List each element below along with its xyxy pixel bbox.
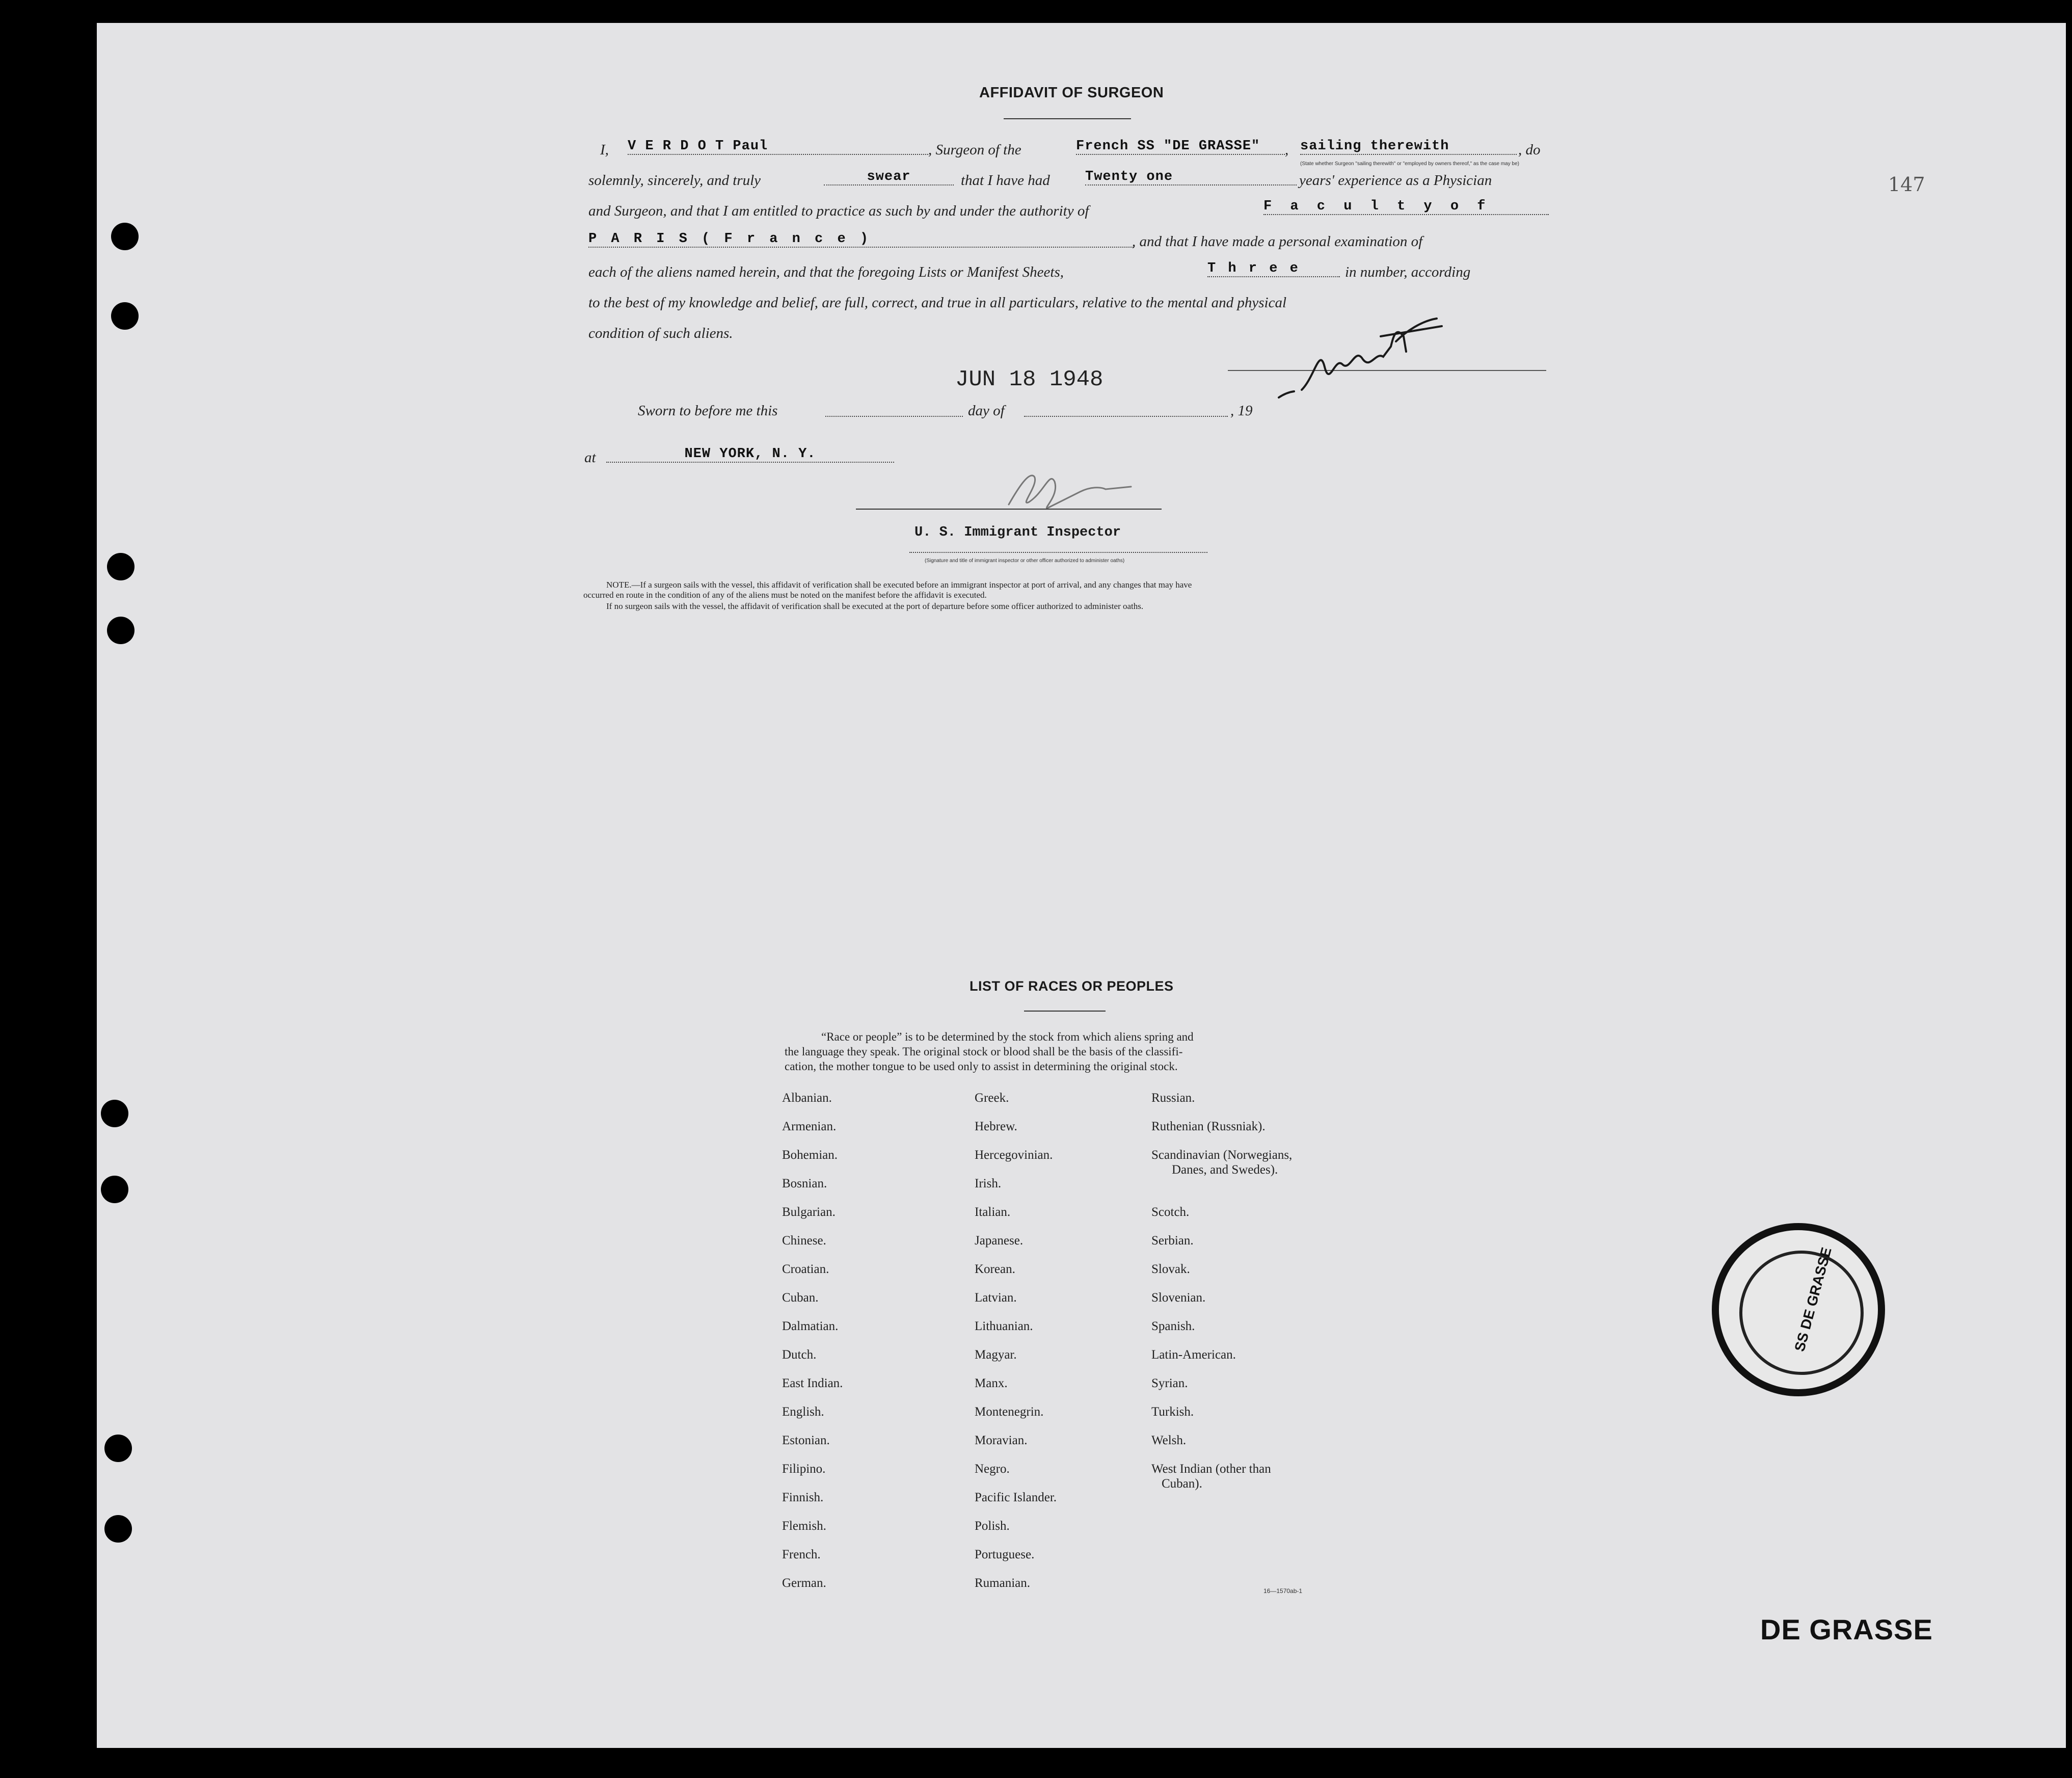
races-column-2: [975, 1091, 1057, 1604]
race-item: Cuban.: [782, 1291, 819, 1305]
binder-hole: [104, 1435, 132, 1462]
race-item: Latin-American.: [1151, 1348, 1236, 1362]
race-item: Welsh.: [1151, 1434, 1187, 1447]
ship-name: DE GRASSE: [1760, 1613, 1933, 1646]
race-item: Albanian.: [782, 1091, 832, 1105]
capacity-instruction: (State whether Surgeon "sailing therewith" or "employed by owners thereof," as the case may be): [1300, 161, 1519, 167]
race-item: Estonian.: [782, 1434, 830, 1447]
race-item: West Indian (other than: [1151, 1462, 1271, 1476]
surgeon-signature: [1274, 316, 1457, 408]
race-item: Flemish.: [782, 1519, 826, 1533]
surgeon-capacity: sailing therewith: [1300, 139, 1517, 155]
binder-hole: [111, 223, 139, 250]
inspector-signature-line: [856, 509, 1162, 510]
race-item: Moravian.: [975, 1434, 1028, 1447]
race-item: Negro.: [975, 1462, 1010, 1476]
licensing-authority: F a c u l t y o f: [1263, 199, 1549, 215]
race-item: Scandinavian (Norwegians,: [1151, 1148, 1293, 1162]
race-item: Italian.: [975, 1205, 1011, 1219]
binder-hole: [107, 553, 134, 580]
official-stamp: [1712, 1223, 1885, 1396]
race-item: Korean.: [975, 1262, 1015, 1276]
race-item: Chinese.: [782, 1234, 826, 1248]
races-title: LIST OF RACES OR PEOPLES: [970, 978, 1174, 994]
race-item: French.: [782, 1548, 821, 1561]
date-stamp: JUN 18 1948: [955, 367, 1104, 392]
race-item: English.: [782, 1405, 824, 1419]
race-item: Irish.: [975, 1177, 1002, 1190]
race-item: Cuban).: [1162, 1477, 1202, 1491]
race-item: Lithuanian.: [975, 1319, 1033, 1333]
race-item: Manx.: [975, 1376, 1008, 1390]
affidavit-line-6: to the best of my knowledge and belief, are full, correct, and true in all particulars, relative to the mental and physical: [588, 295, 1287, 311]
race-item: Croatian.: [782, 1262, 829, 1276]
race-item: East Indian.: [782, 1376, 843, 1390]
binder-hole: [111, 302, 139, 330]
race-item: Finnish.: [782, 1491, 824, 1504]
years-experience: Twenty one: [1085, 169, 1297, 185]
race-item: Bohemian.: [782, 1148, 838, 1162]
oath-type: swear: [824, 169, 954, 185]
race-item: Magyar.: [975, 1348, 1017, 1362]
race-item: Japanese.: [975, 1234, 1024, 1248]
race-item: Danes, and Swedes).: [1172, 1163, 1278, 1177]
race-item: Spanish.: [1151, 1319, 1195, 1333]
affidavit-note-3: If no surgeon sails with the vessel, the affidavit of verification shall be executed at the port of departure before some officer authorized to administer oaths.: [606, 601, 1144, 611]
race-item: Bulgarian.: [782, 1205, 836, 1219]
binder-hole: [107, 617, 134, 644]
binder-hole: [104, 1515, 132, 1543]
race-item: Slovenian.: [1151, 1291, 1206, 1305]
title-rule: [1004, 118, 1131, 119]
race-item: Dutch.: [782, 1348, 817, 1362]
race-item: Rumanian.: [975, 1576, 1031, 1590]
race-item: Russian.: [1151, 1091, 1195, 1105]
race-item: Syrian.: [1151, 1376, 1188, 1390]
licensing-authority-cont: P A R I S ( F r a n c e ): [588, 231, 1134, 248]
inspector-title: U. S. Immigrant Inspector: [914, 525, 1121, 540]
place-of-oath: NEW YORK, N. Y.: [606, 446, 894, 463]
race-item: Dalmatian.: [782, 1319, 839, 1333]
race-item: Portuguese.: [975, 1548, 1035, 1561]
race-item: Latvian.: [975, 1291, 1017, 1305]
race-item: Ruthenian (Russniak).: [1151, 1120, 1266, 1133]
race-item: Turkish.: [1151, 1405, 1194, 1419]
surgeon-name: V E R D O T Paul: [628, 139, 928, 155]
race-item: Armenian.: [782, 1120, 837, 1133]
form-number: 16—1570ab-1: [1263, 1587, 1303, 1595]
inspector-caption: (Signature and title of immigrant inspector or other officer authorized to administer oaths): [925, 558, 1125, 564]
stamp-text: SS DE GRASSE: [1791, 1245, 1835, 1354]
race-item: Slovak.: [1151, 1262, 1190, 1276]
races-column-1: [782, 1091, 843, 1604]
affidavit-note-2: occurred en route in the condition of any of the aliens must be noted on the manifest before the affidavit is executed.: [583, 590, 987, 600]
race-item: Filipino.: [782, 1462, 826, 1476]
inspector-signature: [999, 456, 1162, 517]
race-item: Serbian.: [1151, 1234, 1194, 1248]
race-item: Polish.: [975, 1519, 1010, 1533]
race-item: Hebrew.: [975, 1120, 1017, 1133]
race-item: Hercegovinian.: [975, 1148, 1053, 1162]
races-column-3: [1151, 1091, 1292, 1491]
race-item: Montenegrin.: [975, 1405, 1044, 1419]
affidavit-line-7: condition of such aliens.: [588, 325, 733, 341]
race-item: German.: [782, 1576, 826, 1590]
race-item: Greek.: [975, 1091, 1009, 1105]
race-item: Bosnian.: [782, 1177, 827, 1190]
binder-hole: [101, 1100, 128, 1127]
affidavit-note-1: NOTE.—If a surgeon sails with the vessel, this affidavit of verification shall be executed before an immigrant inspector at port of arrival, and any changes that may have: [606, 580, 1192, 590]
binder-hole: [101, 1176, 128, 1203]
document-page: [97, 23, 2066, 1748]
race-item: Scotch.: [1151, 1205, 1190, 1219]
sheet-count: T h r e e: [1207, 261, 1340, 277]
race-item: Pacific Islander.: [975, 1491, 1057, 1504]
races-intro: “Race or people” is to be determined by the stock from which aliens spring and the language they speak. The original stock or blood shall be the basis of the classifi- cation, the mother tongue to be used only to assist in determining the original stock.: [785, 1030, 1194, 1073]
affidavit-title: AFFIDAVIT OF SURGEON: [979, 85, 1164, 101]
races-title-rule: [1024, 1011, 1106, 1012]
vessel-name: French SS "DE GRASSE": [1076, 139, 1285, 155]
page-number: 147: [1888, 173, 1925, 196]
